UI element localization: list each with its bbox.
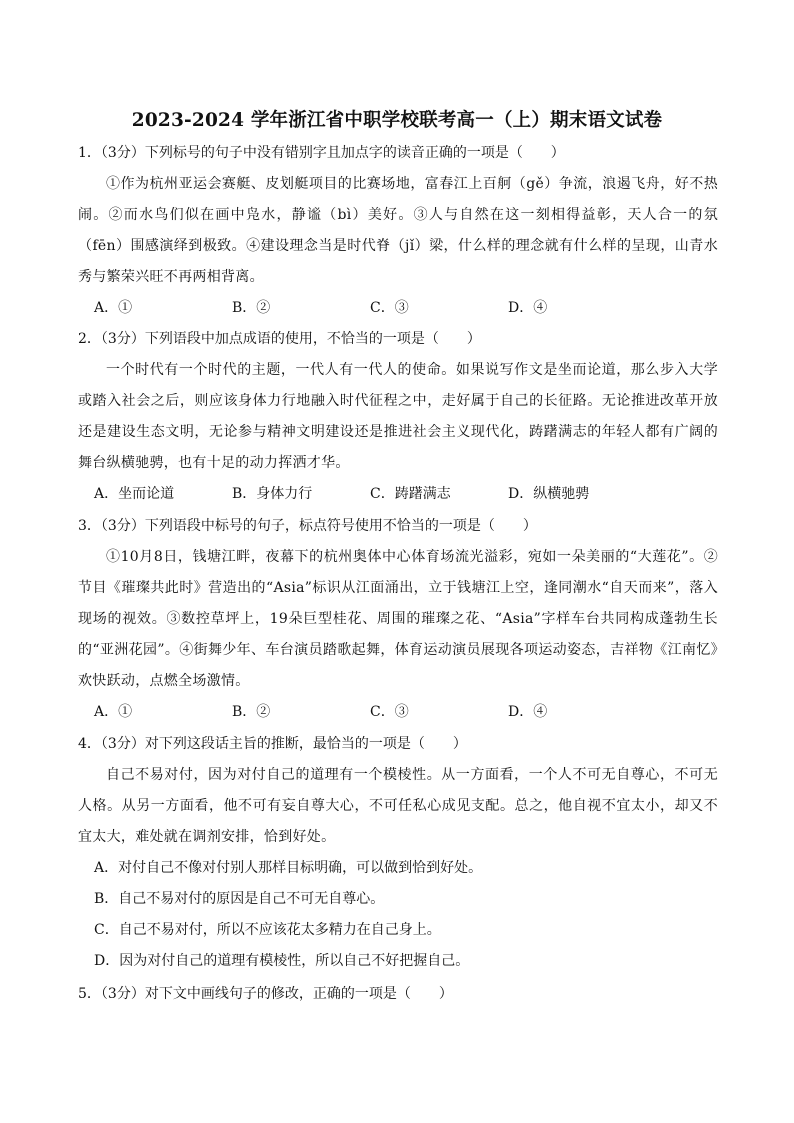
- option-b: B．②: [232, 300, 271, 316]
- question-1: [78, 138, 718, 324]
- question-3-passage: ①10月8日，钱塘江畔，夜幕下的杭州奥体中心体育场流光溢彩，宛如一朵美丽的“大莲花”。②节目《璀璨共此时》营造出的“Asia”标识从江面涌出，立于钱塘江上空，逢同潮水“自天而来”，落入现场的视效。③数控草坪上，19朵巨型桂花、周围的璀璨之花、“Asia”字样车台共同构成蓬勃生长的“亚洲花园”。④街舞少年、车台演员踏歌起舞，体育运动演员展现各项运动姿态，吉祥物《江南忆》欢快跃动，点燃全场激情。: [78, 549, 718, 689]
- question-3-options: [78, 697, 718, 728]
- option-c: C．自己不易对付，所以不应该花太多精力在自己身上。: [94, 922, 441, 938]
- option-d: D．纵横驰骋: [508, 486, 590, 502]
- exam-title: 2023-2024 学年浙江省中职学校联考高一（上）期末语文试卷: [131, 110, 663, 131]
- option-a: A．①: [94, 704, 133, 720]
- option-b: B．自己不易对付的原因是自己不可无自尊心。: [94, 891, 385, 907]
- option-c: C．③: [370, 704, 409, 720]
- option-d: D．因为对付自己的道理有模棱性，所以自己不好把握自己。: [94, 953, 470, 969]
- question-3-stem: 3．（3分）下列语段中标号的句子，标点符号使用不恰当的一项是（ ）: [78, 518, 537, 534]
- option-c: C．踌躇满志: [370, 486, 451, 502]
- option-d: D．④: [508, 704, 548, 720]
- option-d: D．④: [508, 300, 548, 316]
- option-a: A．对付自己不像对付别人那样目标明确，可以做到恰到好处。: [94, 860, 483, 876]
- option-a: A．坐而论道: [94, 486, 175, 502]
- question-2-stem: 2．（3分）下列语段中加点成语的使用，不恰当的一项是（ ）: [78, 331, 481, 347]
- question-2: [78, 324, 718, 510]
- option-b: B．②: [232, 704, 271, 720]
- question-1-options: [78, 293, 718, 324]
- option-a: A．①: [94, 300, 133, 316]
- question-4: [78, 729, 718, 977]
- question-5-stem: 5．（3分）对下文中画线句子的修改，正确的一项是（ ）: [78, 986, 453, 1002]
- option-b: B．身体力行: [232, 486, 313, 502]
- question-1-passage: ①作为杭州亚运会赛艇、皮划艇项目的比赛场地，富春江上百舸（gě）争流，浪遏飞舟，好不热闹。②而水鸟们似在画中凫水，静谧（bì）美好。③人与自然在这一刻相得益彰，天人合一的氛（fēn）围感演绎到极致。④建设理念当是时代脊（jǐ）梁，什么样的理念就有什么样的呈现，山青水秀与繁荣兴旺不再两相背离。: [78, 176, 718, 285]
- question-2-passage: 一个时代有一个时代的主题，一代人有一代人的使命。如果说写作文是坐而论道，那么步入大学或踏入社会之后，则应该身体力行地融入时代征程之中，走好属于自己的长征路。无论推进改革开放还是建设生态文明，无论参与精神文明建设还是推进社会主义现代化，踌躇满志的年轻人都有广阔的舞台纵横驰骋，也有十足的动力挥洒才华。: [78, 362, 718, 471]
- question-4-passage: 自己不易对付，因为对付自己的道理有一个模棱性。从一方面看，一个人不可无自尊心，不可无人格。从另一方面看，他不可有妄自尊大心，不可任私心成见支配。总之，他自视不宜太小，却又不宜太大，难处就在调剂安排，恰到好处。: [78, 767, 718, 845]
- question-1-stem: 1．（3分）下列标号的句子中没有错别字且加点字的读音正确的一项是（ ）: [78, 145, 565, 161]
- question-2-options: [78, 479, 718, 510]
- question-3: [78, 511, 718, 728]
- question-4-stem: 4．（3分）对下列这段话主旨的推断，最恰当的一项是（ ）: [78, 736, 467, 752]
- question-5: [78, 979, 718, 1010]
- option-c: C．③: [370, 300, 409, 316]
